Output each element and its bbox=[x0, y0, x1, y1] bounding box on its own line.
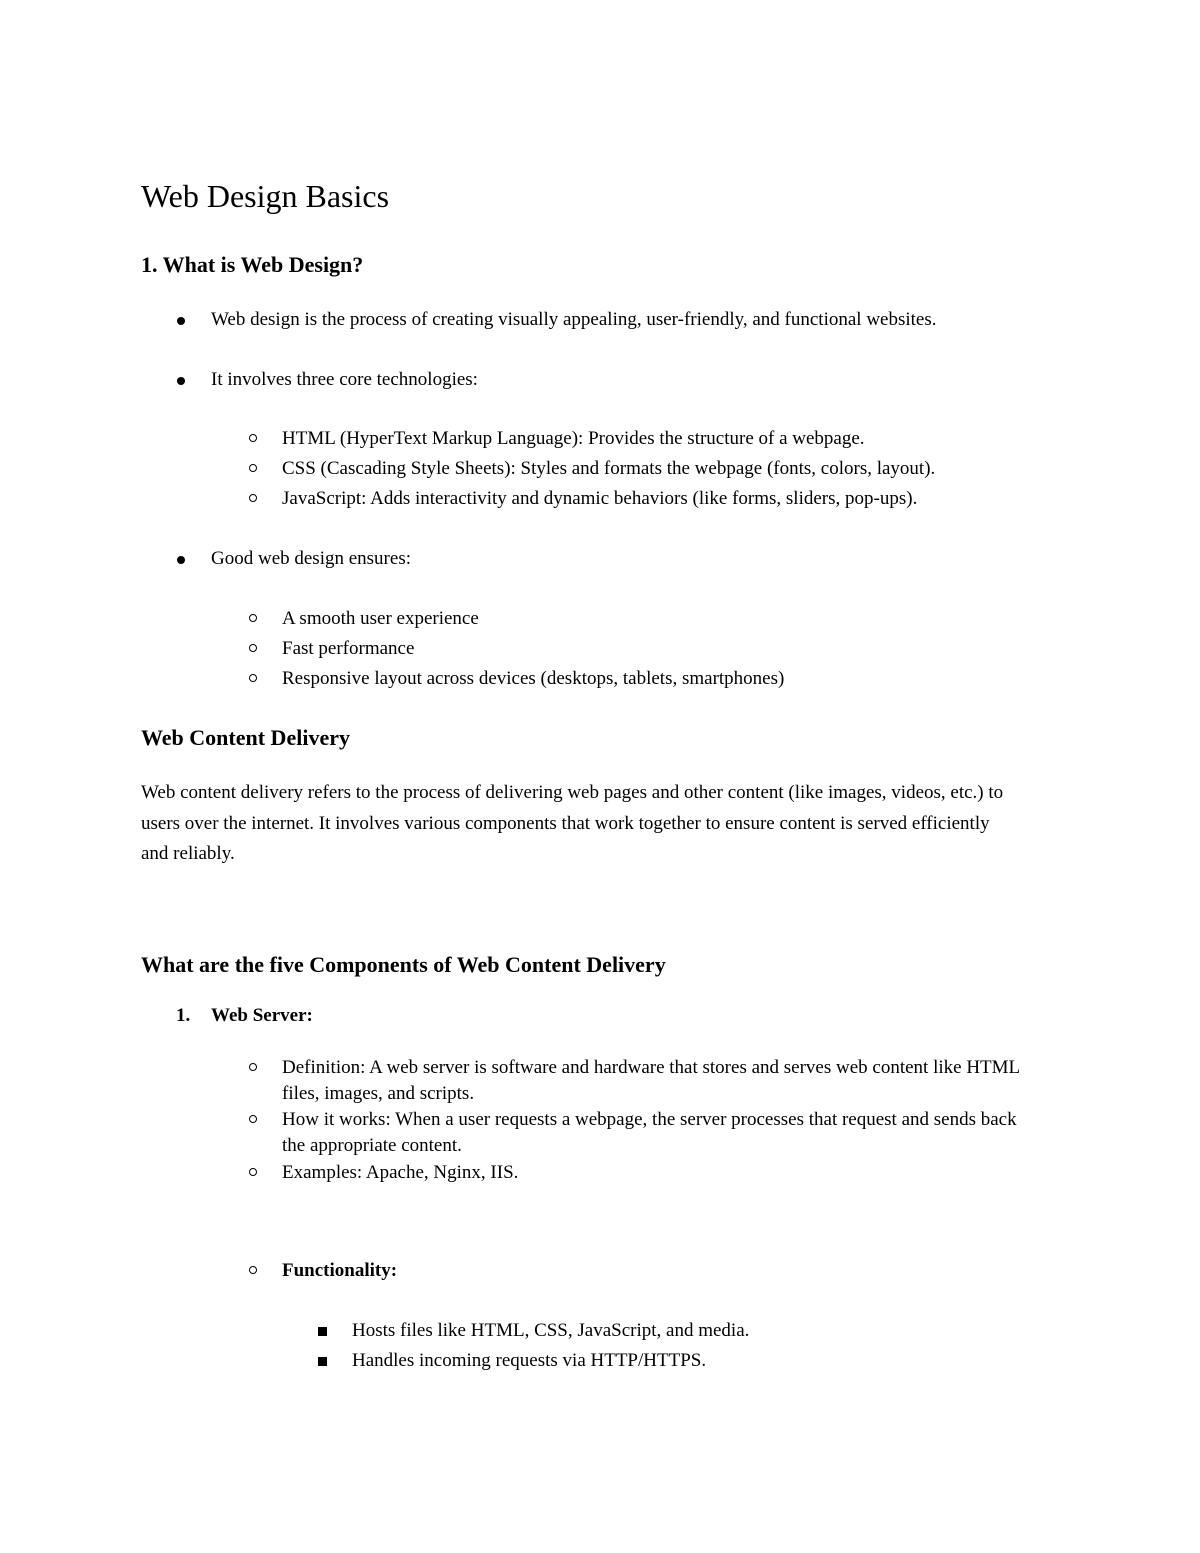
bullet-circle-icon bbox=[249, 614, 257, 622]
list-item: CSS (Cascading Style Sheets): Styles and formats the webpage (fonts, colors, layout). bbox=[282, 458, 936, 479]
bullet-circle-icon bbox=[249, 1063, 257, 1071]
bullet-square-icon bbox=[318, 1357, 327, 1366]
section-heading-web-content-delivery: Web Content Delivery bbox=[141, 725, 350, 750]
list-item: Hosts files like HTML, CSS, JavaScript, and media. bbox=[352, 1320, 750, 1341]
list-item: HTML (HyperText Markup Language): Provides the structure of a webpage. bbox=[282, 428, 865, 449]
bullet-circle-icon bbox=[249, 644, 257, 652]
bullet-circle-icon bbox=[249, 1115, 257, 1123]
list-item: Web design is the process of creating visually appealing, user-friendly, and functional websites. bbox=[211, 309, 937, 330]
functionality-label: Functionality: bbox=[282, 1260, 398, 1281]
list-item: JavaScript: Adds interactivity and dynamic behaviors (like forms, sliders, pop-ups). bbox=[282, 488, 918, 509]
bullet-circle-icon bbox=[249, 434, 257, 442]
list-item: Handles incoming requests via HTTP/HTTPS. bbox=[352, 1350, 707, 1371]
list-item: Good web design ensures: bbox=[211, 548, 411, 569]
bullet-disc-icon bbox=[177, 556, 185, 564]
paragraph-line: users over the internet. It involves various components that work together to ensure content is served efficiently bbox=[141, 813, 990, 834]
list-item: Responsive layout across devices (desktops, tablets, smartphones) bbox=[282, 668, 785, 689]
list-item: How it works: When a user requests a webpage, the server processes that request and sends back bbox=[282, 1109, 1017, 1130]
bullet-circle-icon bbox=[249, 464, 257, 472]
bullet-circle-icon bbox=[249, 674, 257, 682]
list-item: Fast performance bbox=[282, 638, 415, 659]
list-item-continuation: files, images, and scripts. bbox=[282, 1083, 475, 1104]
bullet-circle-icon bbox=[249, 494, 257, 502]
list-item: A smooth user experience bbox=[282, 608, 479, 629]
bullet-circle-icon bbox=[249, 1266, 257, 1274]
list-item: It involves three core technologies: bbox=[211, 369, 478, 390]
bullet-square-icon bbox=[318, 1327, 327, 1336]
document-title: Web Design Basics bbox=[141, 178, 390, 214]
section-heading-five-components: What are the five Components of Web Content Delivery bbox=[141, 952, 666, 977]
list-item-label: Web Server: bbox=[211, 1005, 313, 1026]
list-item: Definition: A web server is software and hardware that stores and serves web content like HTML bbox=[282, 1057, 1021, 1078]
paragraph-line: and reliably. bbox=[141, 843, 235, 864]
list-item-continuation: the appropriate content. bbox=[282, 1135, 462, 1156]
paragraph-line: Web content delivery refers to the process of delivering web pages and other content (like images, videos, etc.) to bbox=[141, 782, 1004, 803]
list-item: Examples: Apache, Nginx, IIS. bbox=[282, 1162, 519, 1183]
bullet-disc-icon bbox=[177, 317, 185, 325]
bullet-disc-icon bbox=[177, 377, 185, 385]
section-heading-what-is-web-design: 1. What is Web Design? bbox=[141, 252, 364, 277]
bullet-circle-icon bbox=[249, 1168, 257, 1176]
list-number: 1. bbox=[176, 1005, 191, 1026]
